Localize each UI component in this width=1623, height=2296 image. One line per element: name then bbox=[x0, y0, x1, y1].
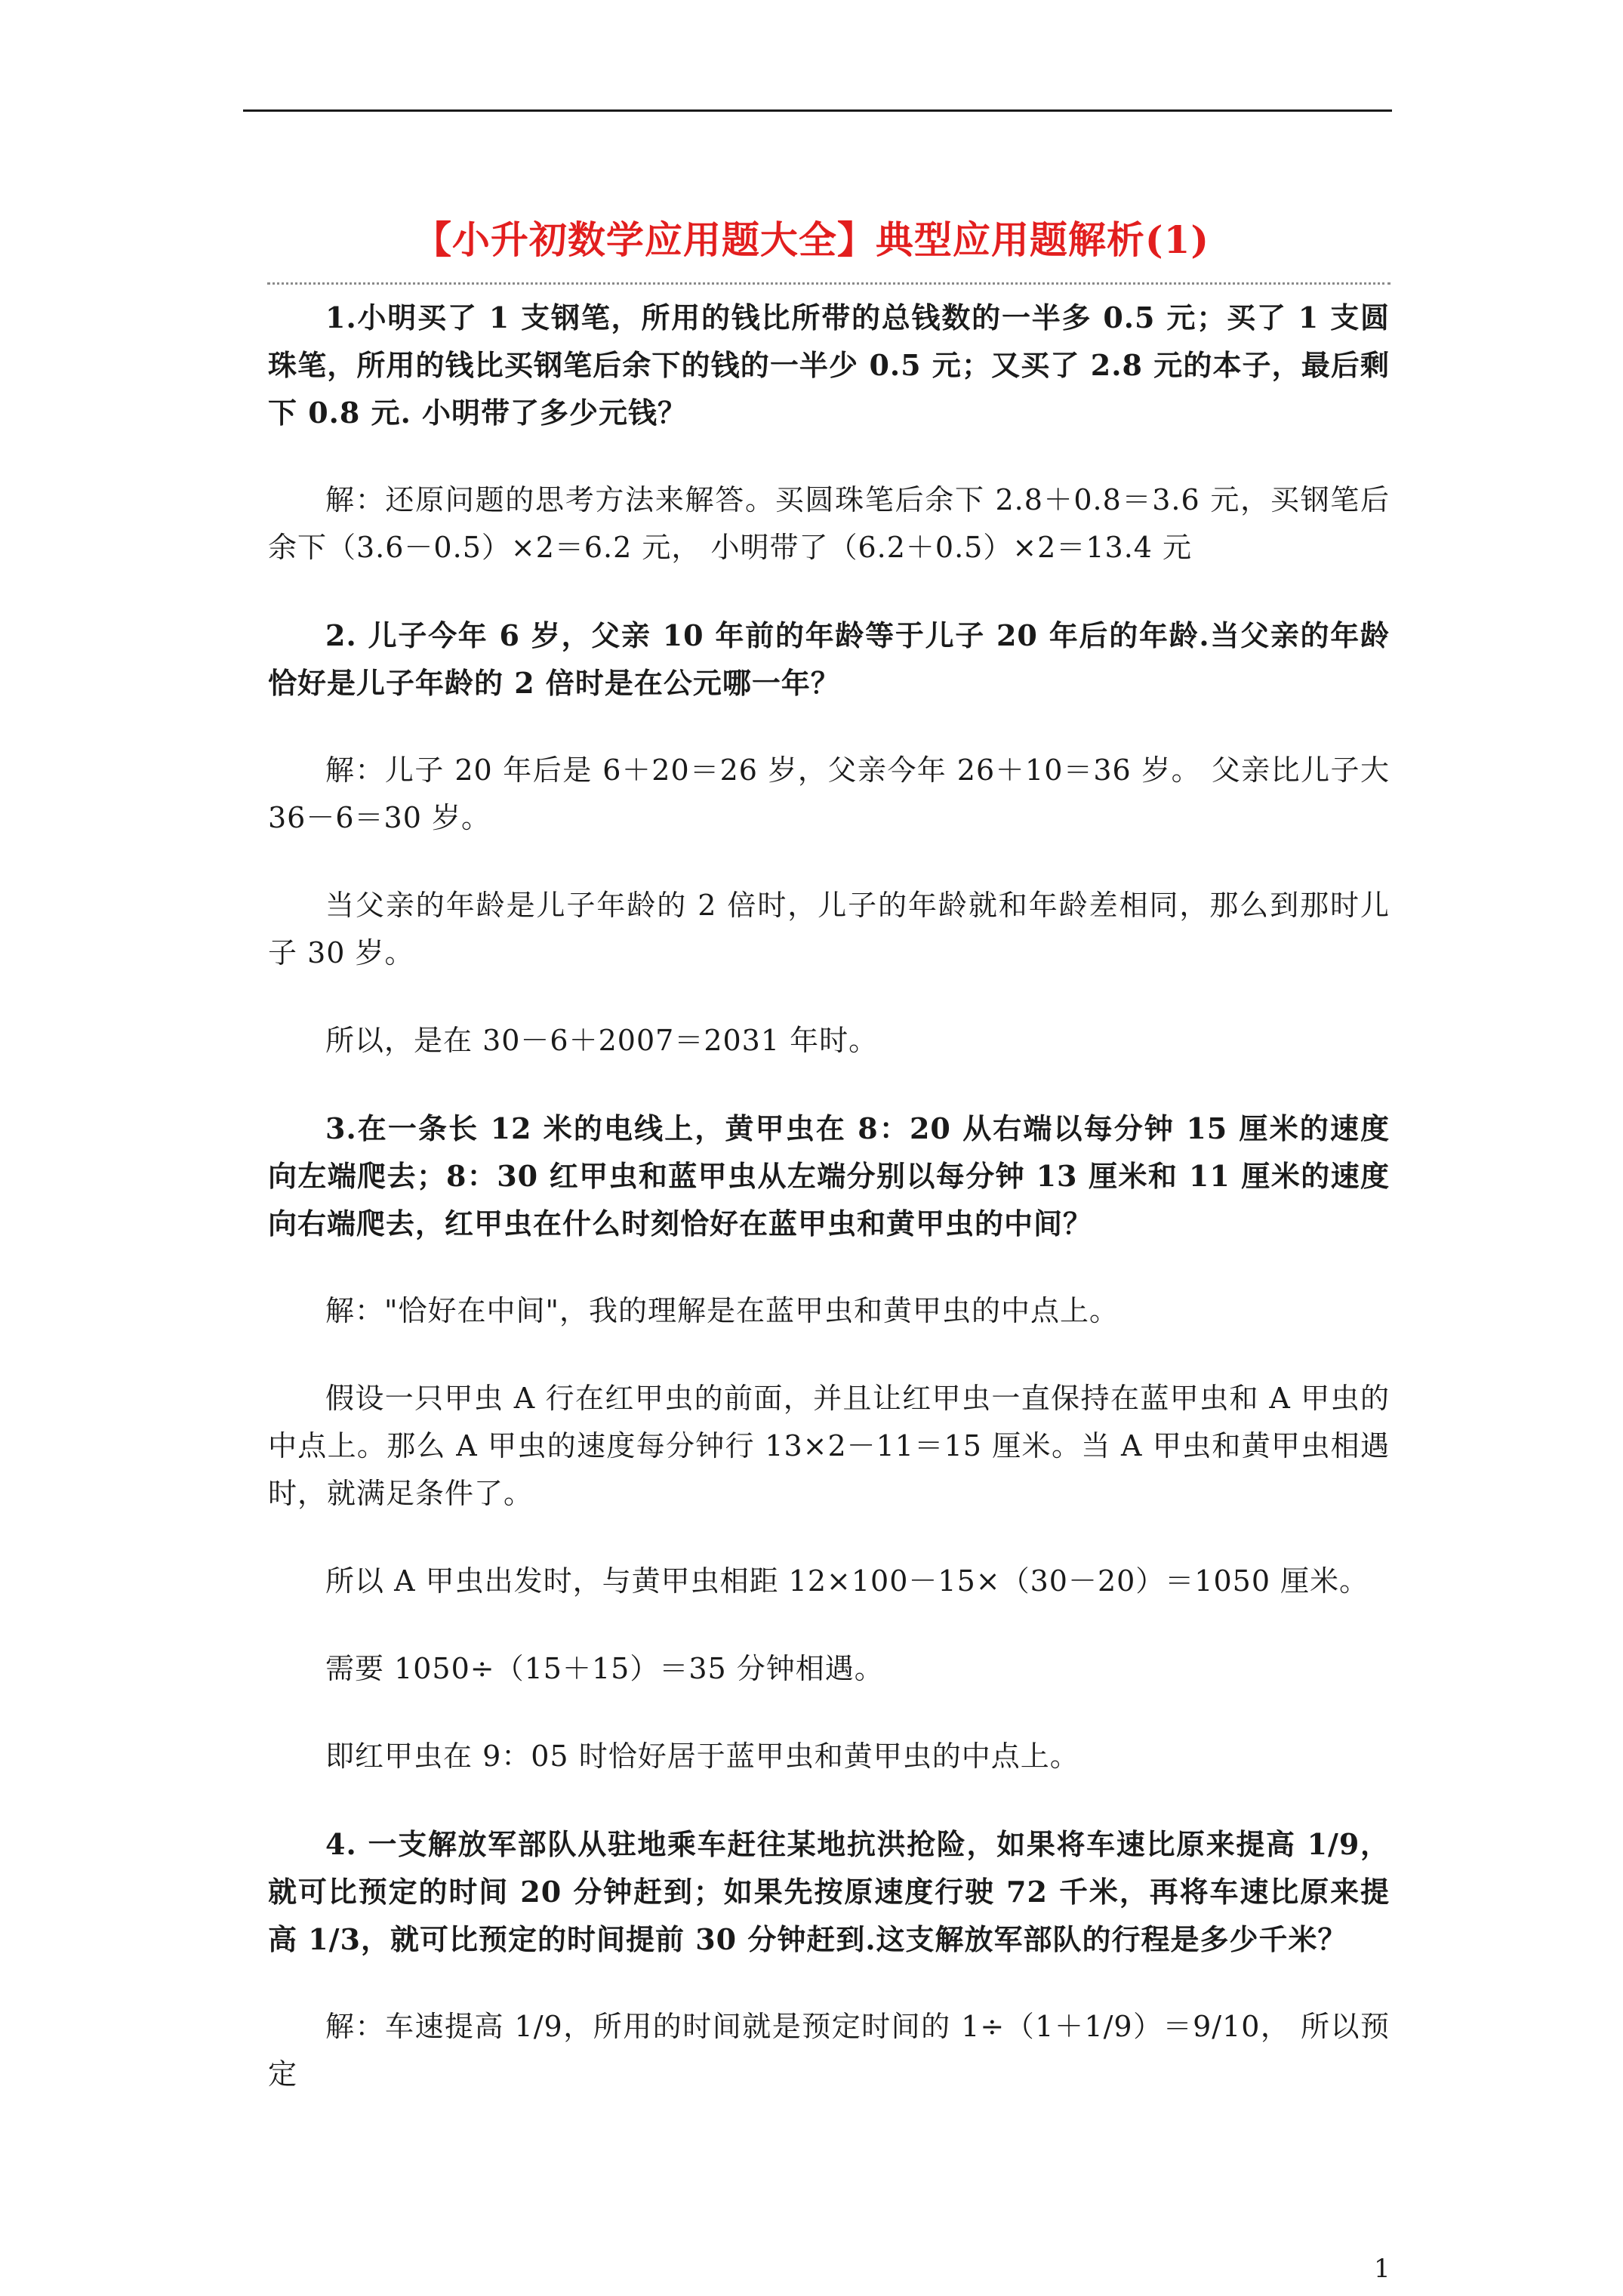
answer-1: 解：还原问题的思考方法来解答。买圆珠笔后余下 2.8＋0.8＝3.6 元，买钢笔后余下（3.6－0.5）×2＝6.2 元， 小明带了（6.2＋0.5）×2＝13.4 元 bbox=[268, 483, 1390, 564]
page-number: 1 bbox=[1374, 2254, 1390, 2284]
answer-4-part-1: 解：车速提高 1/9，所用的时间就是预定时间的 1÷（1＋1/9）＝9/10， 所以预定 bbox=[268, 2010, 1390, 2091]
title-dotted-rule bbox=[267, 282, 1390, 285]
header-rule bbox=[243, 109, 1392, 112]
answer-2-part-2: 当父亲的年龄是儿子年龄的 2 倍时，儿子的年龄就和年龄差相同，那么到那时儿子 30 岁。 bbox=[268, 889, 1390, 969]
answer-3-part-3: 所以 A 甲虫出发时，与黄甲虫相距 12×100－15×（30－20）＝1050 厘米。 bbox=[325, 1564, 1369, 1598]
question-3: 3.在一条长 12 米的电线上，黄甲虫在 8：20 从右端以每分钟 15 厘米的速度向左端爬去；8：30 红甲虫和蓝甲虫从左端分别以每分钟 13 厘米和 11 厘米的速度向右端爬去，红甲虫在什么时刻恰好在蓝甲虫和黄甲虫的中间？ bbox=[268, 1111, 1390, 1240]
answer-2-part-1: 解：儿子 20 年后是 6＋20＝26 岁，父亲今年 26＋10＝36 岁。 父亲比儿子大 36－6＝30 岁。 bbox=[268, 754, 1390, 834]
page-title: 【小升初数学应用题大全】典型应用题解析(1) bbox=[413, 217, 1210, 262]
answer-3-part-2: 假设一只甲虫 A 行在红甲虫的前面，并且让红甲虫一直保持在蓝甲虫和 A 甲虫的中点上。那么 A 甲虫的速度每分钟行 13×2－11＝15 厘米。当 A 甲虫和黄甲虫相遇时，就满足条件了。 bbox=[268, 1382, 1390, 1510]
article-body bbox=[268, 288, 1390, 2098]
answer-3-part-1: 解："恰好在中间"，我的理解是在蓝甲虫和黄甲虫的中点上。 bbox=[325, 1294, 1119, 1327]
question-1: 1.小明买了 1 支钢笔，所用的钱比所带的总钱数的一半多 0.5 元；买了 1 支圆珠笔，所用的钱比买钢笔后余下的钱的一半少 0.5 元；又买了 2.8 元的本子，最后剩下 0.8 元. 小明带了多少元钱？ bbox=[268, 300, 1390, 430]
answer-3-part-4: 需要 1050÷（15＋15）＝35 分钟相遇。 bbox=[325, 1652, 884, 1685]
question-4: 4. 一支解放军部队从驻地乘车赶往某地抗洪抢险，如果将车速比原来提高 1/9，就可比预定的时间 20 分钟赶到；如果先按原速度行驶 72 千米，再将车速比原来提高 1/3，就可比预定的时间提前 30 分钟赶到.这支解放军部队的行程是多少千米？ bbox=[268, 1827, 1390, 1956]
answer-2-part-3: 所以，是在 30－6＋2007＝2031 年时。 bbox=[325, 1024, 879, 1057]
question-2: 2. 儿子今年 6 岁，父亲 10 年前的年龄等于儿子 20 年后的年龄.当父亲的年龄恰好是儿子年龄的 2 倍时是在公元哪一年？ bbox=[268, 618, 1390, 700]
answer-3-part-5: 即红甲虫在 9：05 时恰好居于蓝甲虫和黄甲虫的中点上。 bbox=[325, 1740, 1079, 1773]
